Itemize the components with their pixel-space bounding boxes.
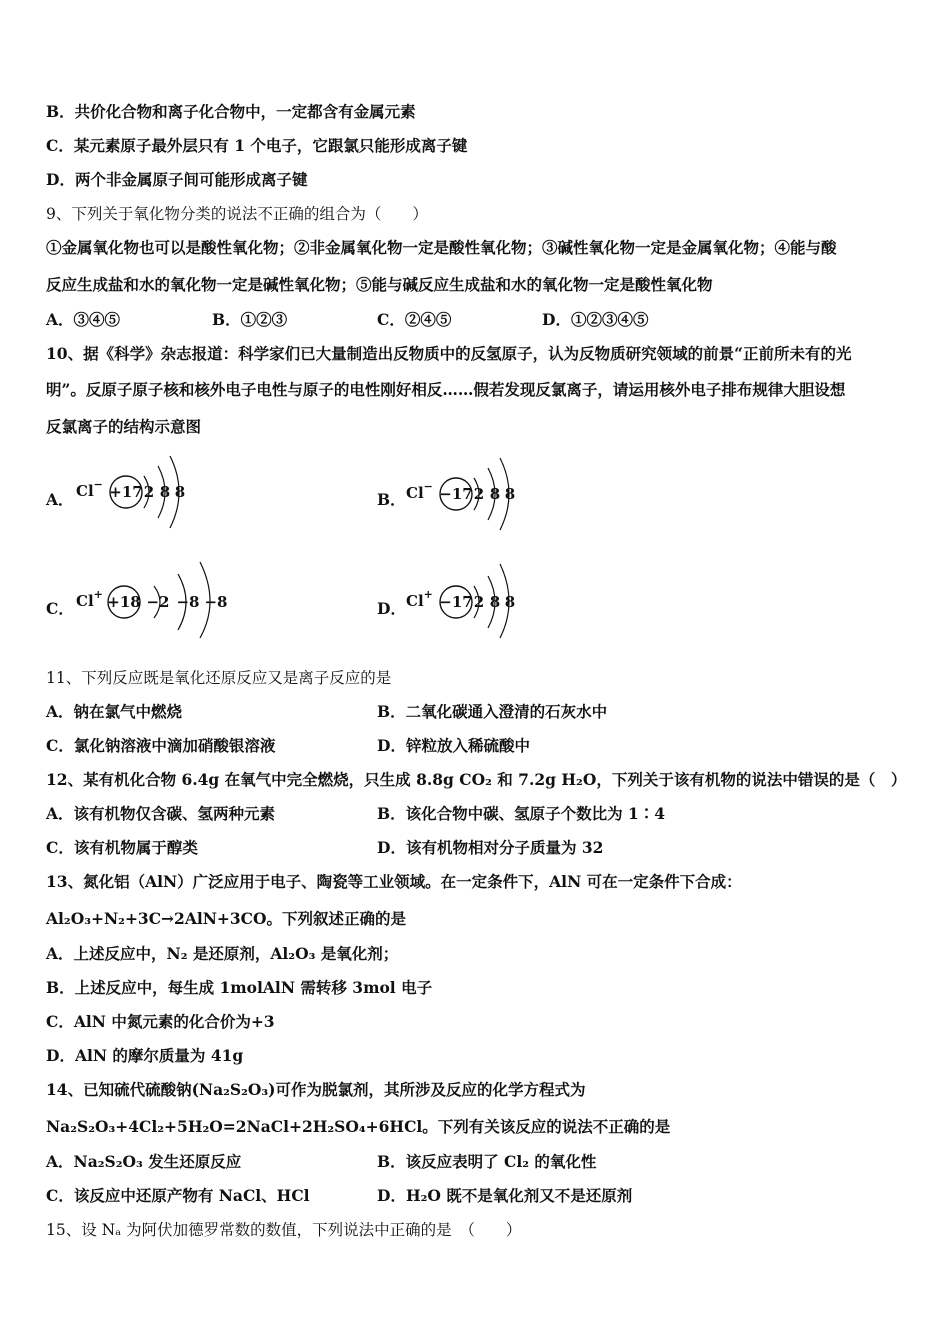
q13-stem: 13、氮化铝（AlN）广泛应用于电子、陶瓷等工业领域。在一定条件下，AlN 可在一定条件下合成： [46, 872, 742, 891]
q10-stem-line2: 明”。反原子原子核和核外电子电性与原子的电性刚好相反……假若发现反氯离子，请运用核外电子排布规律大胆设想 [46, 380, 846, 399]
q13-option-c: C．AlN 中氮元素的化合价为+3 [46, 1012, 275, 1031]
q15-stem: 15、设 Nₐ 为阿伏加德罗常数的数值，下列说法中正确的是 （ ） [46, 1221, 522, 1239]
diagram-d-ion: Cl+ [406, 588, 433, 610]
diagram-a-label: A． [46, 490, 74, 509]
diagram-a [74, 448, 204, 532]
q12-option-b: B．该化合物中碳、氢原子个数比为 1∶4 [377, 804, 666, 823]
q9-option-d: D．①②③④⑤ [542, 310, 649, 329]
diagram-c-nucleus: +18 [107, 593, 141, 611]
diagram-d-nucleus: −17 [439, 593, 473, 611]
diagram-d-shell-2: 8 [489, 593, 501, 611]
q9-statements-line1: ①金属氧化物也可以是酸性氧化物；②非金属氧化物一定是酸性氧化物；③碱性氧化物一定是金属氧化物；④能与酸 [46, 238, 837, 257]
diagram-a-ion: Cl− [76, 478, 103, 500]
diagram-d-shell-3: 8 [504, 593, 516, 611]
q12-option-d: D．该有机物相对分子质量为 32 [377, 838, 604, 857]
q11-option-c: C．氯化钠溶液中滴加硝酸银溶液 [46, 736, 276, 755]
q11-option-b: B．二氧化碳通入澄清的石灰水中 [377, 702, 608, 721]
diagram-c [74, 556, 244, 640]
q9-option-c: C．②④⑤ [377, 310, 452, 329]
diagram-a-nucleus: +17 [109, 483, 143, 501]
diagram-a-shell-1: 2 [143, 483, 155, 501]
q13-option-b: B．上述反应中，每生成 1molAlN 需转移 3mol 电子 [46, 978, 433, 997]
diagram-d-label: D． [377, 599, 406, 618]
q13-option-a: A．上述反应中，N₂ 是还原剂，Al₂O₃ 是氧化剂； [46, 944, 399, 963]
q11-option-a: A．钠在氯气中燃烧 [46, 702, 183, 721]
diagram-a-shell-2: 8 [159, 483, 171, 501]
diagram-c-shell-2: −8 [176, 593, 200, 611]
q12-option-c: C．该有机物属于醇类 [46, 838, 198, 857]
q8-option-c: C．某元素原子最外层只有 1 个电子，它跟氯只能形成离子键 [46, 136, 468, 155]
diagram-c-shell-1: −2 [146, 593, 170, 611]
q10-stem-line1: 10、据《科学》杂志报道：科学家们已大量制造出反物质中的反氢原子，认为反物质研究领域的前景“正前所未有的光 [46, 344, 852, 363]
diagram-b-ion: Cl− [406, 480, 433, 502]
diagram-b-nucleus: −17 [439, 485, 473, 503]
q14-equation: Na₂S₂O₃+4Cl₂+5H₂O=2NaCl+2H₂SO₄+6HCl。下列有关该反应的说法不正确的是 [46, 1117, 671, 1136]
diagram-b [404, 450, 534, 534]
q8-option-b: B．共价化合物和离子化合物中，一定都含有金属元素 [46, 102, 416, 121]
q13-option-d: D．AlN 的摩尔质量为 41g [46, 1046, 244, 1065]
q14-option-c: C．该反应中还原产物有 NaCl、HCl [46, 1186, 310, 1205]
q13-equation: Al₂O₃+N₂+3C→2AlN+3CO。下列叙述正确的是 [46, 909, 407, 928]
q9-statements-line2: 反应生成盐和水的氧化物一定是碱性氧化物；⑤能与碱反应生成盐和水的氧化物一定是酸性氧化物 [46, 275, 713, 294]
q10-stem-line3: 反氯离子的结构示意图 [46, 417, 202, 436]
q12-option-a: A．该有机物仅含碳、氢两种元素 [46, 804, 276, 823]
q14-option-a: A．Na₂S₂O₃ 发生还原反应 [46, 1152, 242, 1171]
diagram-b-label: B． [377, 490, 406, 509]
q9-option-a: A．③④⑤ [46, 310, 121, 329]
diagram-c-shell-3: −8 [204, 593, 228, 611]
diagram-b-shell-2: 8 [489, 485, 501, 503]
diagram-c-ion: Cl+ [76, 588, 103, 610]
diagram-b-shell-1: 2 [473, 485, 485, 503]
q8-option-d: D．两个非金属原子间可能形成离子键 [46, 170, 308, 189]
diagram-a-shell-3: 8 [174, 483, 186, 501]
q9-option-b: B．①②③ [212, 310, 288, 329]
q9-stem: 9、下列关于氧化物分类的说法不正确的组合为（ ） [46, 205, 428, 223]
q12-stem: 12、某有机化合物 6.4g 在氧气中完全燃烧，只生成 8.8g CO₂ 和 7.2g H₂O，下列关于该有机物的说法中错误的是（ ） [46, 770, 907, 789]
diagram-c-label: C． [46, 599, 74, 618]
q11-stem: 11、下列反应既是氧化还原反应又是离子反应的是 [46, 669, 392, 687]
q14-option-b: B．该反应表明了 Cl₂ 的氧化性 [377, 1152, 597, 1171]
diagram-b-shell-3: 8 [504, 485, 516, 503]
q14-stem: 14、已知硫代硫酸钠(Na₂S₂O₃)可作为脱氯剂，其所涉及反应的化学方程式为 [46, 1080, 586, 1099]
diagram-d-shell-1: 2 [473, 593, 485, 611]
q11-option-d: D．锌粒放入稀硫酸中 [377, 736, 530, 755]
diagram-d [404, 556, 534, 640]
q14-option-d: D．H₂O 既不是氧化剂又不是还原剂 [377, 1186, 633, 1205]
